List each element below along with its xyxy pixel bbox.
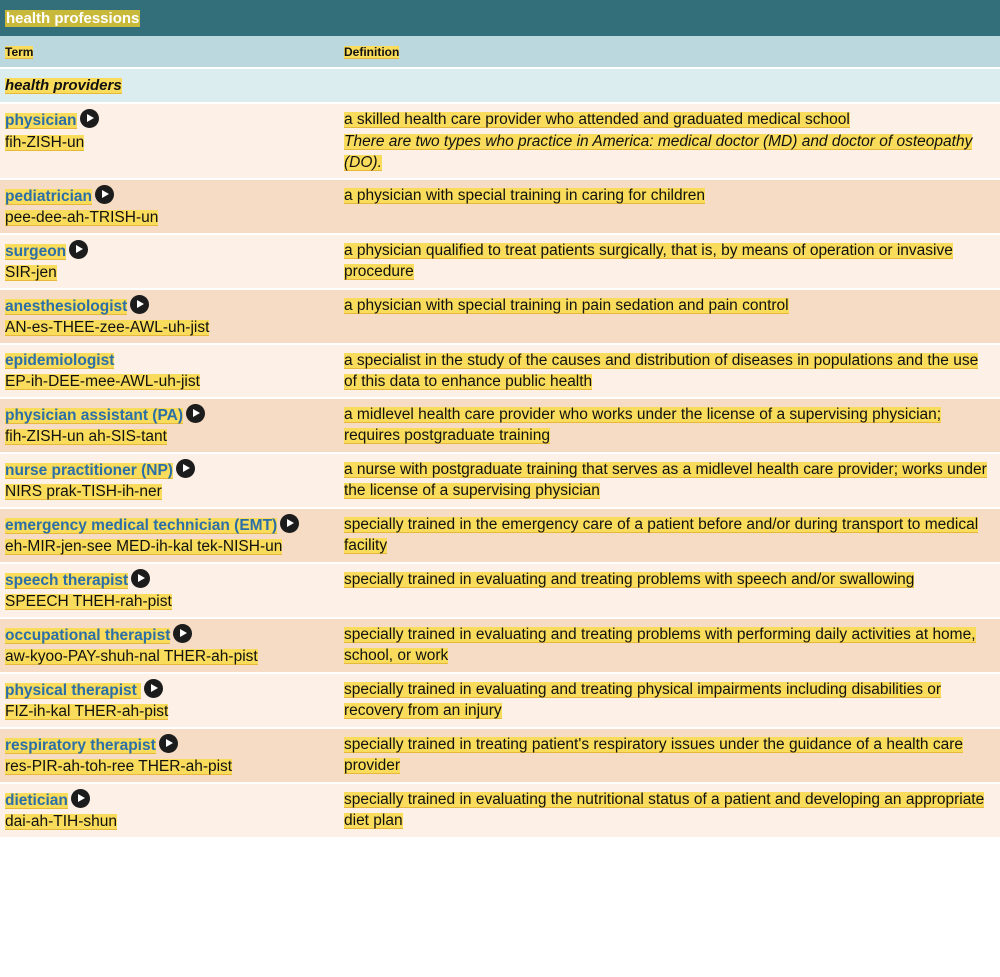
term-cell <box>0 290 339 345</box>
pronunciation: pee-dee-ah-TRISH-un <box>5 209 159 226</box>
term-cell <box>0 564 339 619</box>
definition-column-header: Definition <box>339 36 1000 69</box>
term-cell <box>0 784 339 839</box>
definition-text: a specialist in the study of the causes and distribution of diseases in populations and the use of this data to enhance public health <box>344 351 979 390</box>
pronunciation: fih-ZISH-un ah-SIS-tant <box>5 428 167 445</box>
definition-text: specially trained in evaluating and treating problems with performing daily activities at home, school, or work <box>344 625 976 664</box>
term-column-header: Term <box>0 36 339 69</box>
term-link[interactable]: anesthesiologist <box>5 297 128 315</box>
term-cell <box>0 235 339 290</box>
definition-text: a physician with special training in pain sedation and pain control <box>344 296 789 314</box>
term-cell <box>0 729 339 784</box>
definition-cell <box>339 345 1000 399</box>
definition-cell <box>339 399 1000 454</box>
definition-cell <box>339 290 1000 345</box>
table-row <box>0 399 1000 454</box>
term-link[interactable]: physician assistant (PA) <box>5 406 184 424</box>
definition-note: There are two types who practice in America: medical doctor (MD) and doctor of osteopathy (DO). <box>344 132 973 171</box>
play-audio-icon[interactable] <box>80 109 99 128</box>
term-link[interactable]: physical therapist <box>5 681 142 699</box>
table-row <box>0 180 1000 235</box>
pronunciation: dai-ah-TIH-shun <box>5 813 117 830</box>
play-audio-icon[interactable] <box>95 185 114 204</box>
definition-text: specially trained in evaluating and treating problems with speech and/or swallowing <box>344 570 915 588</box>
section-label: health providers <box>0 69 1000 104</box>
table-title: health professions <box>6 9 140 27</box>
table-row <box>0 454 1000 509</box>
table-row <box>0 564 1000 619</box>
table-row <box>0 104 1000 180</box>
term-cell <box>0 345 339 399</box>
definition-text: specially trained in evaluating the nutritional status of a patient and developing an appropriate diet plan <box>344 790 985 829</box>
term-link[interactable]: epidemiologist <box>5 351 115 369</box>
term-cell <box>0 104 339 180</box>
header-row <box>0 36 1000 69</box>
term-link[interactable]: pediatrician <box>5 187 92 205</box>
term-link[interactable]: emergency medical technician (EMT) <box>5 516 278 534</box>
play-audio-icon[interactable] <box>173 624 192 643</box>
table-row <box>0 345 1000 399</box>
definition-cell <box>339 619 1000 674</box>
term-link[interactable]: dietician <box>5 791 68 809</box>
pronunciation: AN-es-THEE-zee-AWL-uh-jist <box>5 319 210 336</box>
table-title-bar <box>0 0 1000 36</box>
term-link[interactable]: nurse practitioner (NP) <box>5 461 173 479</box>
definition-cell <box>339 784 1000 839</box>
term-link[interactable]: speech therapist <box>5 571 129 589</box>
term-link[interactable]: surgeon <box>5 242 67 260</box>
definition-text: a physician qualified to treat patients surgically, that is, by means of operation or invasive procedure <box>344 241 953 280</box>
play-audio-icon[interactable] <box>186 404 205 423</box>
definition-cell <box>339 235 1000 290</box>
term-cell <box>0 399 339 454</box>
definition-cell <box>339 509 1000 564</box>
play-audio-icon[interactable] <box>159 734 178 753</box>
table-row <box>0 729 1000 784</box>
pronunciation: NIRS prak-TISH-ih-ner <box>5 483 162 500</box>
pronunciation: FIZ-ih-kal THER-ah-pist <box>5 703 169 720</box>
pronunciation: aw-kyoo-PAY-shuh-nal THER-ah-pist <box>5 648 258 665</box>
term-cell <box>0 619 339 674</box>
table-row <box>0 509 1000 564</box>
term-cell <box>0 454 339 509</box>
definition-text: specially trained in evaluating and treating physical impairments including disabilities or recovery from an injury <box>344 680 942 719</box>
definition-cell <box>339 180 1000 235</box>
pronunciation: res-PIR-ah-toh-ree THER-ah-pist <box>5 758 233 775</box>
pronunciation: eh-MIR-jen-see MED-ih-kal tek-NISH-un <box>5 538 283 555</box>
play-audio-icon[interactable] <box>144 679 163 698</box>
term-cell <box>0 674 339 729</box>
term-link[interactable]: occupational therapist <box>5 626 171 644</box>
table-row <box>0 674 1000 729</box>
pronunciation: EP-ih-DEE-mee-AWL-uh-jist <box>5 373 200 390</box>
table-row <box>0 784 1000 839</box>
pronunciation: fih-ZISH-un <box>5 133 85 151</box>
section-row <box>0 69 1000 104</box>
play-audio-icon[interactable] <box>69 240 88 259</box>
definition-cell <box>339 104 1000 180</box>
definition-text: a skilled health care provider who attended and graduated medical school <box>344 111 850 128</box>
glossary-table <box>0 36 1000 839</box>
play-audio-icon[interactable] <box>176 459 195 478</box>
play-audio-icon[interactable] <box>131 569 150 588</box>
play-audio-icon[interactable] <box>71 789 90 808</box>
definition-text: a nurse with postgraduate training that serves as a midlevel health care provider; works under the license of a supervising physician <box>344 460 987 499</box>
table-row <box>0 235 1000 290</box>
definition-text: a midlevel health care provider who works under the license of a supervising physician; requires postgraduate training <box>344 405 942 444</box>
definition-cell <box>339 564 1000 619</box>
play-audio-icon[interactable] <box>280 514 299 533</box>
definition-cell <box>339 729 1000 784</box>
term-cell <box>0 509 339 564</box>
table-row <box>0 619 1000 674</box>
pronunciation: SPEECH THEH-rah-pist <box>5 593 172 610</box>
definition-cell <box>339 674 1000 729</box>
play-audio-icon[interactable] <box>130 295 149 314</box>
term-cell <box>0 180 339 235</box>
term-link[interactable]: physician <box>5 112 77 129</box>
definition-text: specially trained in treating patient's respiratory issues under the guidance of a health care provider <box>344 735 964 774</box>
pronunciation: SIR-jen <box>5 264 57 281</box>
definition-cell <box>339 454 1000 509</box>
term-link[interactable]: respiratory therapist <box>5 736 156 754</box>
table-row <box>0 290 1000 345</box>
definition-text: specially trained in the emergency care of a patient before and/or during transport to medical facility <box>344 515 979 554</box>
definition-text: a physician with special training in caring for children <box>344 186 705 204</box>
